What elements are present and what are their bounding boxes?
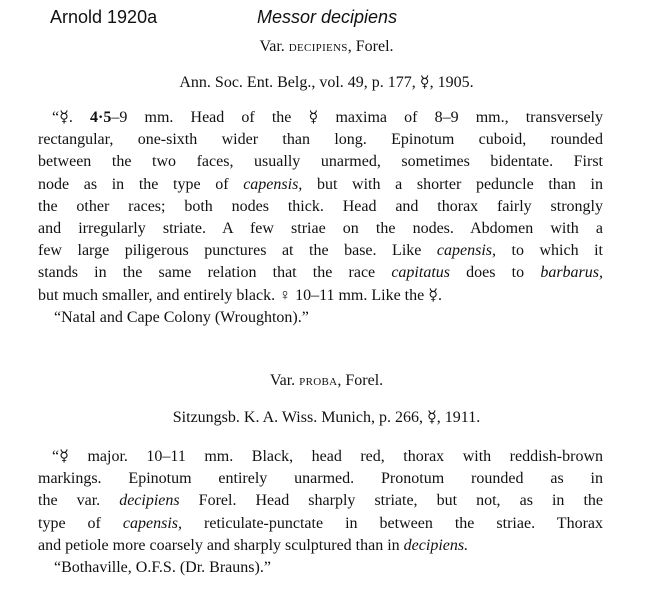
section-2-title (0, 372, 653, 390)
species-name: Messor decipiens (257, 7, 398, 27)
text-line (38, 535, 603, 557)
text-line (38, 307, 603, 329)
section-1-reference: Ann. Soc. Ent. Belg., vol. 49, p. 177, ☿, 1905. (179, 74, 474, 91)
text-line (38, 285, 603, 307)
section-1-description (38, 107, 603, 329)
text-line (38, 262, 603, 284)
text-segment: but much smaller, and entirely black. ♀ 10–11 mm. Like the ☿. (38, 286, 443, 304)
text-segment: 4·5 (90, 109, 112, 126)
text-line (38, 196, 603, 218)
text-segment: “Bothaville, O.F.S. (Dr. Brauns).” (54, 559, 271, 577)
title-suffix: , Forel. (347, 38, 394, 55)
text-line (38, 107, 603, 129)
text-segment: decipiens. (403, 536, 469, 554)
text-segment: rectangular, one-sixth wider than long. Epinotum cuboid, rounded (38, 131, 603, 149)
variety-name: decipiens (288, 38, 348, 55)
text-segment: and petiole more coarsely and sharply sculptured than in (38, 536, 404, 554)
text-line (38, 557, 603, 579)
text-line (38, 490, 603, 512)
text-line (38, 218, 603, 240)
text-segment: few large piligerous punctures at the base. Like (38, 242, 437, 260)
section-2-description (38, 446, 603, 579)
text-segment: capensis, (122, 514, 183, 532)
text-segment: capitatus (391, 264, 450, 282)
text-segment: Forel. Head sharply striate, but not, as in the (179, 492, 604, 510)
citation-label: Arnold 1920a (50, 7, 158, 27)
text-segment: “☿. (52, 109, 91, 126)
text-segment: barbarus, (540, 264, 603, 282)
text-line (38, 468, 603, 490)
title-prefix: Var. (259, 38, 289, 55)
text-line (38, 446, 603, 468)
text-line (38, 240, 603, 262)
text-segment: but with a shorter peduncle than in (302, 175, 603, 193)
text-segment: type of (38, 514, 123, 532)
text-segment: node as in the type of (38, 175, 244, 193)
section-2-reference: Sitzungsb. K. A. Wiss. Munich, p. 266, ☿, 1911. (172, 409, 481, 426)
text-segment: markings. Epinotum entirely unarmed. Pronotum rounded as in (38, 470, 603, 488)
text-line (38, 513, 603, 535)
text-segment: reticulate-punctate in between the striae. Thorax (182, 514, 603, 532)
text-segment: “☿ major. 10–11 mm. Black, head red, thorax with reddish-brown (52, 448, 603, 465)
text-line (38, 174, 603, 196)
text-line (38, 151, 603, 173)
text-segment: does to (450, 264, 541, 282)
text-segment: “Natal and Cape Colony (Wroughton).” (54, 308, 309, 326)
title-suffix: , Forel. (337, 372, 384, 389)
text-segment: capensis, (243, 175, 303, 193)
text-segment: and irregularly striate. A few striae on the nodes. Abdomen with a (38, 220, 603, 238)
text-segment: between the two faces, usually unarmed, sometimes bidentate. First (38, 153, 603, 171)
text-segment: –9 mm. Head of the ☿ maxima of 8–9 mm., transversely (111, 109, 604, 126)
title-prefix: Var. (269, 372, 300, 389)
text-segment: capensis, (436, 242, 496, 260)
text-segment: stands in the same relation that the race (38, 264, 392, 282)
variety-name: proba (299, 372, 338, 389)
text-segment: the other races; both nodes thick. Head and thorax fairly strongly (38, 197, 603, 215)
text-line (38, 129, 603, 151)
text-segment: to which it (496, 242, 604, 260)
section-1-title (0, 38, 653, 56)
text-segment: the var. (38, 492, 120, 510)
text-segment: decipiens (119, 492, 180, 510)
